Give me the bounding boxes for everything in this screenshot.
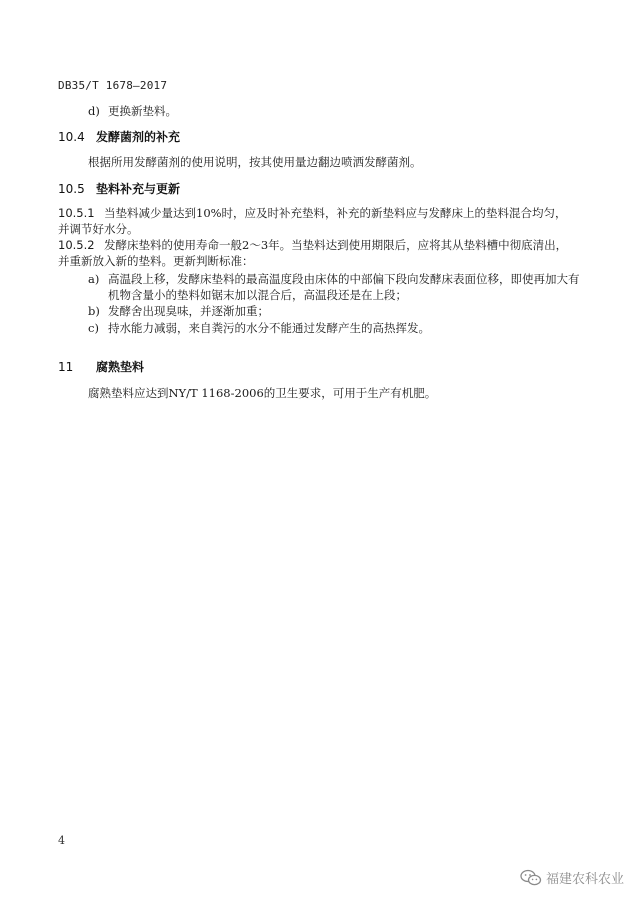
section-number: 10.4 bbox=[58, 130, 85, 144]
list-marker: c) bbox=[88, 321, 99, 335]
section-title: 垫料补充与更新 bbox=[96, 182, 181, 196]
section-heading-11 bbox=[58, 360, 144, 374]
section-title: 发酵菌剂的补充 bbox=[96, 130, 181, 144]
standard-code: DB35/T 1678—2017 bbox=[58, 79, 168, 92]
clause-text: 当垫料减少量达到10%时，应及时补充垫料，补充的新垫料应与发酵床上的垫料混合均匀， bbox=[104, 206, 567, 220]
clause-number: 10.5.2 bbox=[58, 238, 95, 252]
paragraph-10-4: 根据所用发酵菌剂的使用说明，按其使用量边翻边喷洒发酵菌剂。 bbox=[88, 155, 422, 169]
clause-text: 发酵床垫料的使用寿命一般2～3年。当垫料达到使用期限后，应将其从垫料槽中彻底清出， bbox=[104, 238, 568, 252]
section-number: 10.5 bbox=[58, 182, 85, 196]
list-text: 高温段上移，发酵床垫料的最高温度段由床体的中部偏下段向发酵床表面位移，即使再加大有 bbox=[108, 272, 580, 286]
watermark bbox=[520, 868, 624, 887]
list-item-a-line2: 机物含量小的垫料如锯末加以混合后，高温段还是在上段； bbox=[108, 288, 407, 302]
section-title: 腐熟垫料 bbox=[96, 360, 145, 374]
page-number: 4 bbox=[58, 834, 65, 847]
clause-10-5-2-line1 bbox=[58, 238, 567, 252]
wechat-icon bbox=[520, 869, 542, 887]
list-item-b bbox=[88, 304, 269, 318]
list-text: 更换新垫料。 bbox=[108, 104, 177, 118]
list-item-a-line1 bbox=[88, 272, 580, 286]
clause-number: 10.5.1 bbox=[58, 206, 95, 220]
list-marker: a) bbox=[88, 272, 100, 286]
clause-10-5-1-line1 bbox=[58, 206, 567, 220]
list-item-c bbox=[88, 321, 430, 335]
section-heading-10-5 bbox=[58, 182, 180, 196]
paragraph-11: 腐熟垫料应达到NY/T 1168-2006的卫生要求，可用于生产有机肥。 bbox=[88, 386, 437, 400]
list-text: 持水能力减弱，来自粪污的水分不能通过发酵产生的高热挥发。 bbox=[108, 321, 430, 335]
list-text: 发酵舍出现臭味，并逐渐加重； bbox=[108, 304, 269, 318]
section-number: 11 bbox=[58, 360, 74, 374]
list-marker: d) bbox=[88, 104, 100, 118]
section-heading-10-4 bbox=[58, 130, 180, 144]
clause-10-5-2-line2: 并重新放入新的垫料。更新判断标准： bbox=[58, 254, 254, 268]
list-item-d bbox=[88, 104, 177, 118]
list-marker: b) bbox=[88, 304, 100, 318]
clause-10-5-1-line2: 并调节好水分。 bbox=[58, 222, 139, 236]
watermark-text: 福建农科农业 bbox=[545, 872, 624, 887]
